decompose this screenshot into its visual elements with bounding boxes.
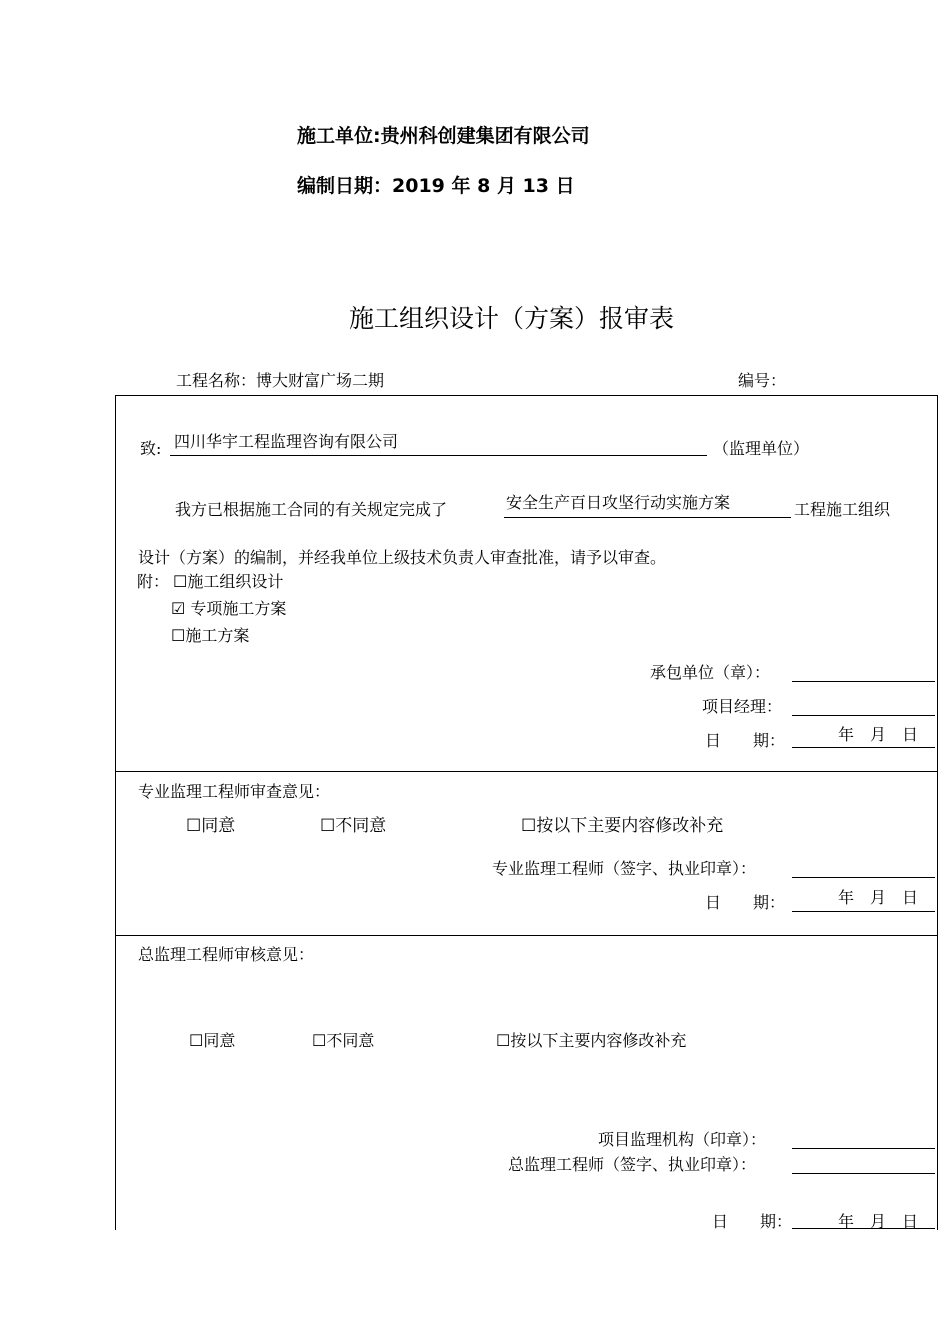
attachment-label: 施工组织设计 [187,572,284,591]
to-label: 致: [140,439,162,458]
project-name: 工程名称：博大财富广场二期 [176,371,385,390]
supervisor-unit: 四川华宇工程监理咨询有限公司 [174,432,399,451]
attachment-item[interactable] [173,569,283,592]
construction-unit: 施工单位:贵州科创建集团有限公司 [297,125,590,147]
pm-label: 项目经理： [702,697,783,716]
intro-text-line2: 设计（方案）的编制，并经我单位上级技术负责人审查批准，请予以审查。 [138,548,667,567]
engineer-field[interactable] [792,856,935,878]
attachment-prefix: 附： [137,572,170,591]
option-disagree[interactable]: ☐不同意 [312,1031,375,1050]
attachment-item[interactable] [171,623,249,646]
chief-label: 总监理工程师（签字、执业印章）： [508,1155,757,1174]
section-divider-1 [115,771,938,772]
pm-field[interactable] [792,694,935,716]
contractor-field[interactable] [792,660,935,682]
option-agree[interactable]: ☐同意 [186,816,236,836]
option-revise[interactable]: ☐按以下主要内容修改补充 [496,1031,687,1050]
checkbox-icon[interactable]: ☐ [171,626,186,645]
plan-name: 安全生产百日攻坚行动实施方案 [506,493,731,512]
option-agree[interactable]: ☐同意 [189,1031,236,1050]
table-left-border [115,395,116,1230]
intro-text: 我方已根据施工合同的有关规定完成了 [175,500,448,519]
date-label: 日 期： [712,1212,793,1231]
specialist-heading: 专业监理工程师审查意见： [138,782,331,801]
chief-field[interactable] [792,1152,935,1174]
form-title: 施工组织设计（方案）报审表 [349,304,675,333]
attachment-label: 专项施工方案 [185,599,287,618]
checkbox-icon[interactable]: ☐ [173,572,188,591]
date-label: 日 期： [705,731,786,750]
section-divider-2 [115,935,938,936]
checkbox-checked-icon[interactable]: ☑ [171,599,186,618]
attachment-label: 施工方案 [185,626,250,645]
org-field[interactable] [792,1127,935,1149]
contractor-label: 承包单位（章）： [650,663,771,682]
intro-text-post: 工程施工组织 [794,500,891,519]
table-right-border [937,395,938,1230]
option-disagree[interactable]: ☐不同意 [320,816,387,836]
date-value: 年 月 日 [838,1212,919,1231]
date-value: 年 月 日 [838,888,919,907]
engineer-label: 专业监理工程师（签字、执业印章）： [492,859,757,878]
attachment-item[interactable] [171,596,286,619]
org-label: 项目监理机构（印章）： [598,1130,767,1149]
table-top-border [115,395,938,396]
date-label: 日 期： [705,893,786,912]
option-revise[interactable]: ☐按以下主要内容修改补充 [521,816,724,836]
chief-heading: 总监理工程师审核意见： [138,945,315,964]
supervisor-suffix: （监理单位） [713,439,810,458]
date-value: 年 月 日 [838,725,919,744]
compile-date: 编制日期：2019 年 8 月 13 日 [297,175,575,197]
number-label: 编号： [738,371,787,390]
